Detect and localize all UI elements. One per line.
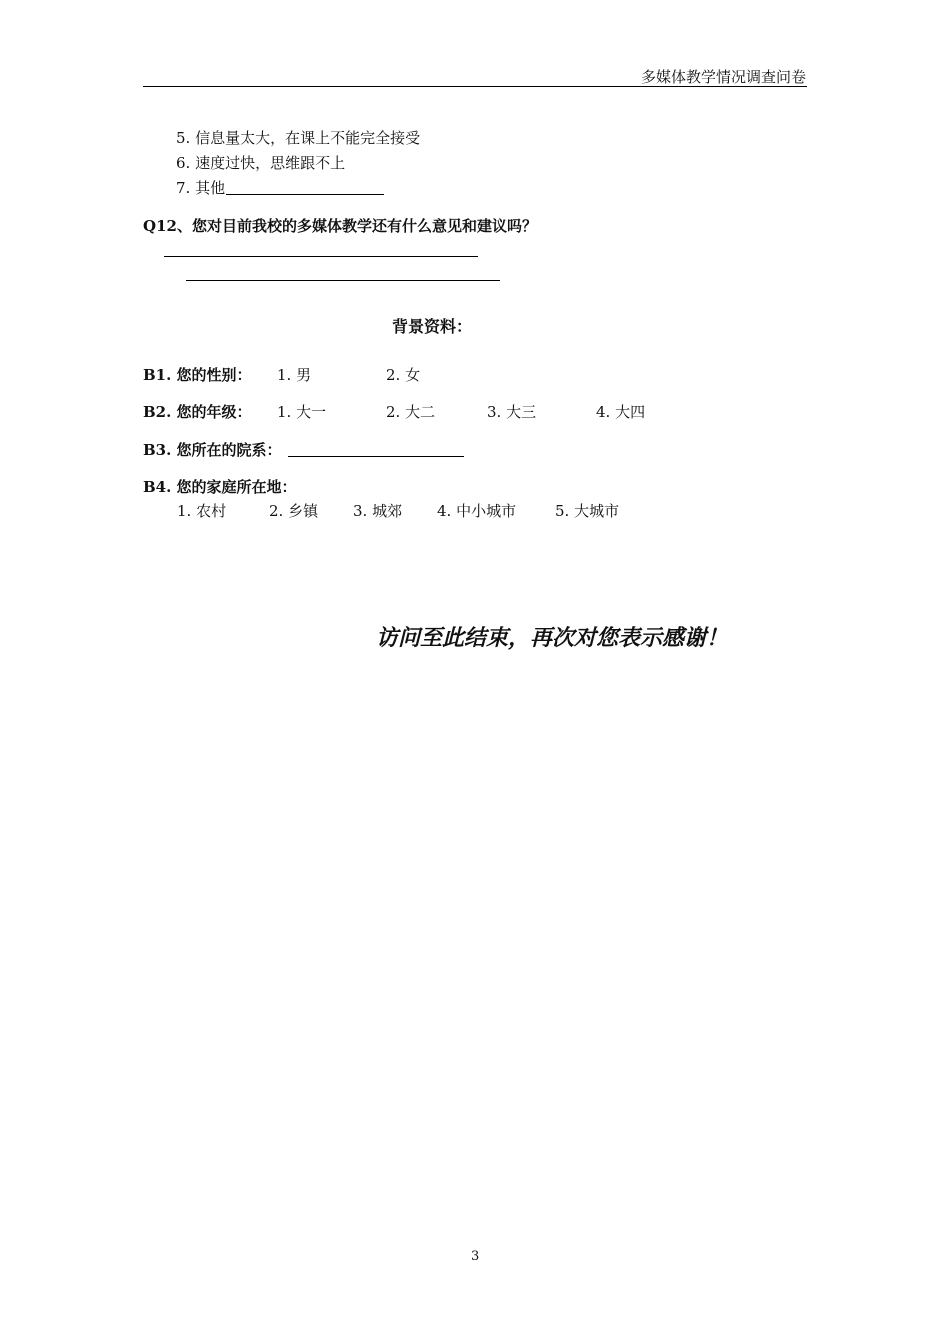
b1-option-female[interactable]: 2. 女 bbox=[386, 366, 421, 384]
b1-label: B1. 您的性别： bbox=[143, 366, 252, 384]
q12-title: Q12、您对目前我校的多媒体教学还有什么意见和建议吗？ bbox=[143, 217, 537, 235]
b2-option-1[interactable]: 1. 大一 bbox=[277, 403, 327, 421]
background-section-title: 背景资料： bbox=[392, 317, 473, 336]
b2-option-3[interactable]: 3. 大三 bbox=[487, 403, 537, 421]
q12-answer-line-1[interactable] bbox=[164, 256, 478, 257]
header-divider bbox=[143, 86, 807, 87]
q11-option-5: 5. 信息量太大，在课上不能完全接受 bbox=[176, 129, 421, 147]
b4-option-5[interactable]: 5. 大城市 bbox=[555, 502, 620, 520]
b4-label: B4. 您的家庭所在地： bbox=[143, 478, 297, 496]
b3-department-blank[interactable] bbox=[288, 441, 464, 457]
b2-option-2[interactable]: 2. 大二 bbox=[386, 403, 436, 421]
b1-option-male[interactable]: 1. 男 bbox=[277, 366, 312, 384]
b4-option-4[interactable]: 4. 中小城市 bbox=[437, 502, 517, 520]
header-title: 多媒体教学情况调查问卷 bbox=[640, 68, 806, 86]
q11-option-7-label: 7. 其他 bbox=[176, 179, 226, 197]
q11-option-7 bbox=[176, 177, 384, 198]
page-number: 3 bbox=[471, 1249, 480, 1264]
q11-option-6: 6. 速度过快，思维跟不上 bbox=[176, 154, 346, 172]
b4-option-1[interactable]: 1. 农村 bbox=[177, 502, 227, 520]
b2-label: B2. 您的年级： bbox=[143, 403, 252, 421]
closing-thanks: 访问至此结束，再次对您表示感谢！ bbox=[376, 625, 729, 651]
b4-option-3[interactable]: 3. 城郊 bbox=[353, 502, 403, 520]
b3-label: B3. 您所在的院系： bbox=[143, 441, 282, 459]
b4-option-2[interactable]: 2. 乡镇 bbox=[269, 502, 319, 520]
b2-option-4[interactable]: 4. 大四 bbox=[596, 403, 646, 421]
q12-answer-line-2[interactable] bbox=[186, 280, 500, 281]
q11-other-blank[interactable] bbox=[226, 179, 384, 195]
b3-row bbox=[143, 439, 464, 460]
